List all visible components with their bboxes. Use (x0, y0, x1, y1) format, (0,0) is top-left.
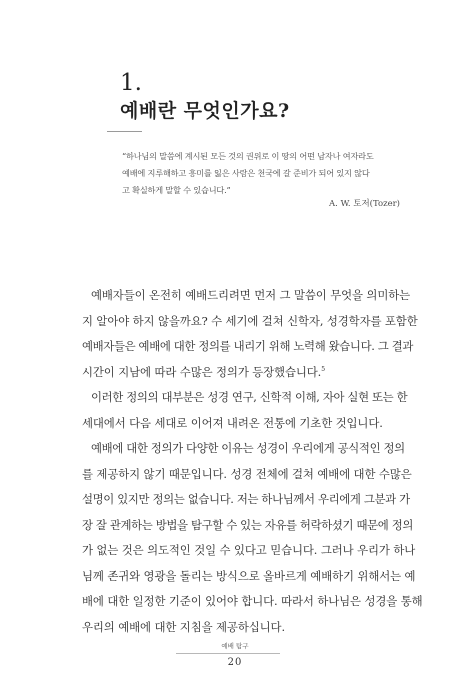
body-line: 예배자들은 예배에 대한 정의를 내리기 위해 노력해 왔습니다. 그 결과 (82, 339, 414, 353)
epigraph-quote (122, 148, 398, 199)
running-footer: 예배 탐구 (221, 642, 249, 650)
epigraph-line: 고 확실하게 말할 수 있습니다.” (122, 185, 231, 195)
title-divider (107, 131, 142, 132)
body-line-text: 시간이 지남에 따라 수많은 정의가 등장했습니다. (82, 364, 322, 379)
epigraph-attribution: A. W. 토저(Tozer) (329, 199, 400, 209)
body-line: 장 잘 관계하는 방법을 탐구할 수 있는 자유를 허락하셨기 때문에 정의 (82, 517, 414, 532)
body-line: 예배자들이 온전히 예배드리려면 먼저 그 말씀이 무엇을 의미하는 (91, 288, 411, 302)
footer-divider (176, 653, 280, 654)
body-line: 이러한 정의의 대부분은 성경 연구, 신학적 이해, 자아 실현 또는 한 (91, 390, 408, 404)
page-number: 20 (227, 657, 243, 668)
body-line: 설명이 있지만 정의는 없습니다. 저는 하나님께서 우리에게 그분과 가 (82, 492, 410, 506)
body-line: 예배에 대한 정의가 다양한 이유는 성경이 우리에게 공식적인 정의 (91, 441, 405, 455)
body-line: 우리의 예배에 대한 지침을 제공하십니다. (82, 619, 285, 634)
body-line: 를 제공하지 않기 때문입니다. 성경 전체에 걸쳐 예배에 대한 수많은 (82, 466, 412, 481)
footnote-marker[interactable]: 5 (321, 365, 325, 373)
body-line (82, 360, 392, 386)
body-line: 세대에서 다음 세대로 이어져 내려온 전통에 기초한 것입니다. (82, 415, 383, 430)
body-text (82, 283, 423, 640)
epigraph-line: 예배에 지루해하고 흥미를 잃은 사람은 천국에 갈 준비가 되어 있지 않다 (122, 168, 370, 178)
body-line: 배에 대한 일정한 기준이 있어야 합니다. 따라서 하나님은 성경을 통해 (82, 594, 423, 608)
chapter-number: 1. (120, 70, 142, 96)
epigraph-line: “하나님의 말씀에 계시된 모든 것의 권위로 이 땅의 어떤 남자나 여자라도 (122, 151, 374, 161)
body-line: 님께 존귀와 영광을 돌리는 방식으로 올바르게 예배하기 위해서는 예 (82, 568, 416, 583)
body-line: 가 없는 것은 의도적인 것일 수 있다고 믿습니다. 그러나 우리가 하나 (82, 543, 416, 557)
body-line: 지 알아야 하지 않을까요? 수 세기에 걸쳐 신학자, 성경학자를 포함한 (82, 313, 418, 328)
chapter-title: 예배란 무엇인가요? (120, 100, 290, 122)
